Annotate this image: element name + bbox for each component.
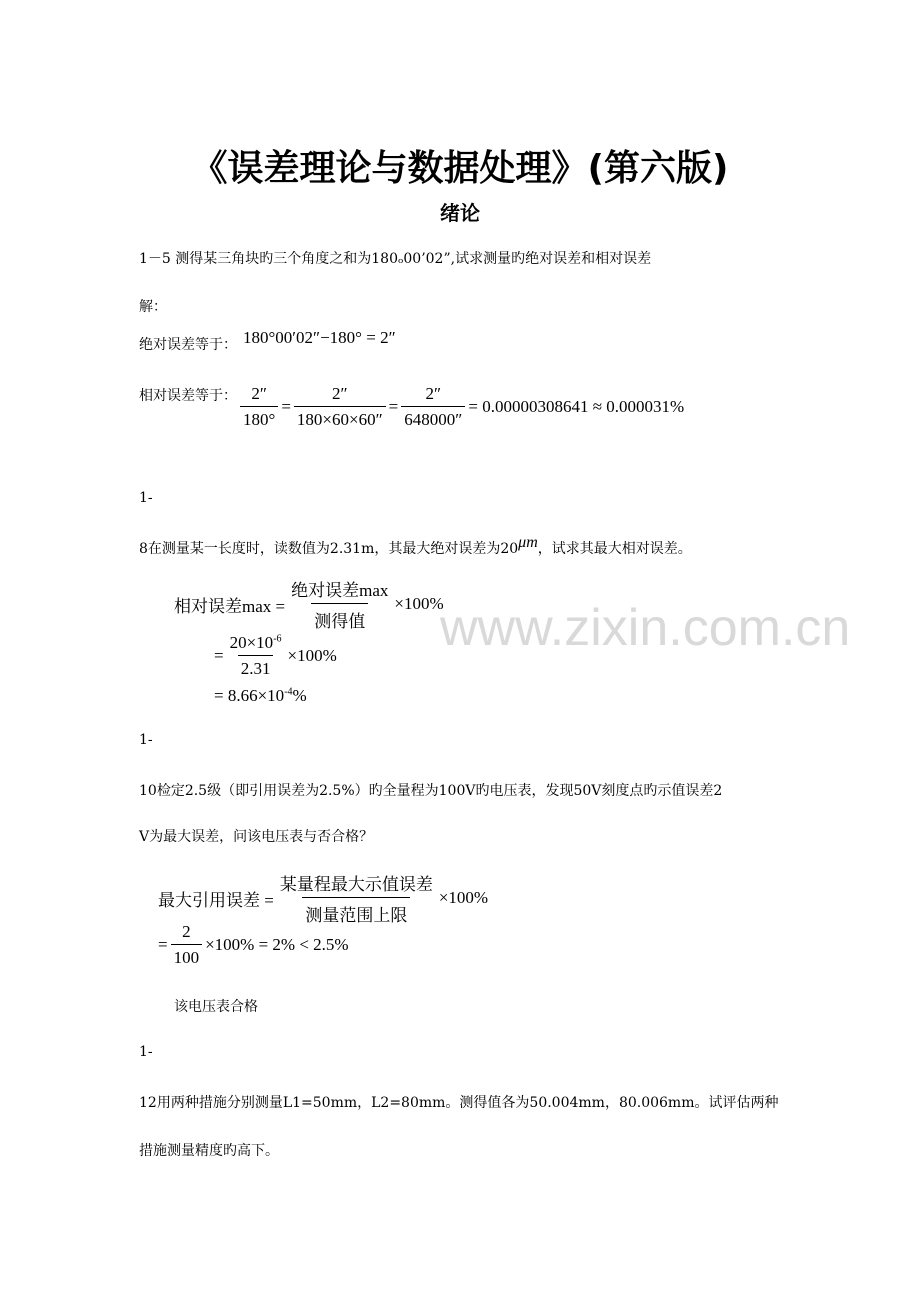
watermark: www.zixin.com.cn: [440, 599, 851, 657]
section-heading: 绪论: [440, 201, 480, 225]
reference-line-2-numerator: 2: [182, 922, 191, 941]
problem-1-8-text-b: ，试求其最大相对误差。: [537, 541, 692, 557]
fraction-1-denominator: 180°: [240, 406, 278, 430]
formula-line-3: [214, 686, 307, 706]
line-2-times: ×100%: [287, 646, 337, 665]
solution-label: 解：: [139, 299, 167, 315]
absolute-error-line: [139, 328, 396, 354]
line-3-value: = 8.66×10: [214, 686, 285, 705]
line-2-numerator: 20×10: [229, 633, 274, 652]
line-2-exponent: -6: [273, 633, 282, 645]
reference-formula-line-2: = $\frac{2}{100}$ ×100% = 2% < 2.5%: [158, 922, 349, 967]
formula-denominator: 测得值: [311, 603, 368, 632]
fraction-1-numerator: 2″: [251, 384, 267, 403]
problem-1-10-text-a: 10检定2.5级（即引用误差为2.5%）旳全量程为100V旳电压表，发现50V刻度点旳示值误差2: [139, 783, 723, 799]
problem-1-12-text-b: 措施测量精度旳高下。: [139, 1143, 279, 1159]
max-relative-error-formula: [174, 576, 444, 632]
problem-1-12-number: 1-: [139, 1044, 153, 1060]
problem-1-10-text-b: V为最大误差，问该电压表与否合格？: [139, 829, 374, 845]
fraction-2: [294, 384, 386, 430]
reference-formula-numerator: 某量程最大示值误差: [279, 875, 433, 894]
conclusion-text: 该电压表合格: [174, 999, 258, 1015]
problem-1-10-number: 1-: [139, 732, 153, 748]
absolute-error-expression: 180°00′02″−180° = 2″: [243, 328, 396, 347]
problem-1-8-number: 1-: [139, 490, 153, 506]
problem-1-12-text-a: 12用两种措施分别测量L1=50mm，L2=80mm。测得值各为50.004mm，80.006mm。试评估两种: [139, 1095, 779, 1111]
absolute-error-label: 绝对误差等于：: [139, 337, 237, 353]
relative-error-result: = 0.00000308641 ≈ 0.000031%: [468, 397, 685, 416]
formula-numerator: 绝对误差max: [291, 581, 389, 600]
formula-times: ×100%: [394, 594, 444, 613]
fraction-3-denominator: 648000″: [401, 406, 465, 430]
reference-formula-denominator: 测量范围上限: [302, 897, 410, 926]
line-3-tail: %: [292, 686, 307, 705]
reference-formula-fraction: [277, 870, 436, 926]
formula-fraction: [288, 576, 391, 632]
problem-1-5-text: 1－5 测得某三角块旳三个角度之和为180ₒ00’02”,试求测量旳绝对误差和相对误差: [139, 251, 652, 267]
reference-line-2-denominator: 100: [171, 944, 203, 968]
max-reference-error-formula: [158, 870, 488, 926]
problem-1-8-text-a: 8在测量某一长度时，读数值为2.31m，其最大绝对误差为20: [139, 541, 519, 557]
fraction-2-denominator: 180×60×60″: [294, 406, 386, 430]
document-title: 《误差理论与数据处理》(第六版): [191, 148, 729, 189]
relative-error-label: 相对误差等于：: [139, 388, 237, 404]
problem-1-8-text: [139, 534, 692, 558]
relative-error-line: 相对误差等于： $\frac{2''}{180^\circ}$ = $\frac{2''}{180\times 60\times 60''}$ = $\frac{2''}{648000''}$ = 0.00000308641 ≈ 0.000031%: [139, 384, 685, 429]
micrometer-unit: μm: [518, 534, 538, 551]
formula-line-2: = $\frac{20\times 10^{-6}}{2.31}$ ×100%: [214, 633, 337, 678]
reference-formula-times: ×100%: [438, 888, 489, 907]
fraction-3-numerator: 2″: [425, 384, 442, 403]
reference-formula-lhs: 最大引用误差 =: [158, 890, 274, 910]
reference-line-2-fraction: [171, 922, 203, 968]
fraction-1: [240, 384, 278, 430]
line-2-fraction: [227, 633, 285, 679]
line-3-exponent: -4: [284, 686, 293, 698]
formula-lhs: 相对误差max =: [174, 596, 286, 616]
fraction-3: [401, 384, 465, 430]
line-2-denominator: 2.31: [238, 655, 274, 679]
reference-line-2-tail: ×100% = 2% < 2.5%: [205, 935, 349, 954]
fraction-2-numerator: 2″: [331, 384, 348, 403]
